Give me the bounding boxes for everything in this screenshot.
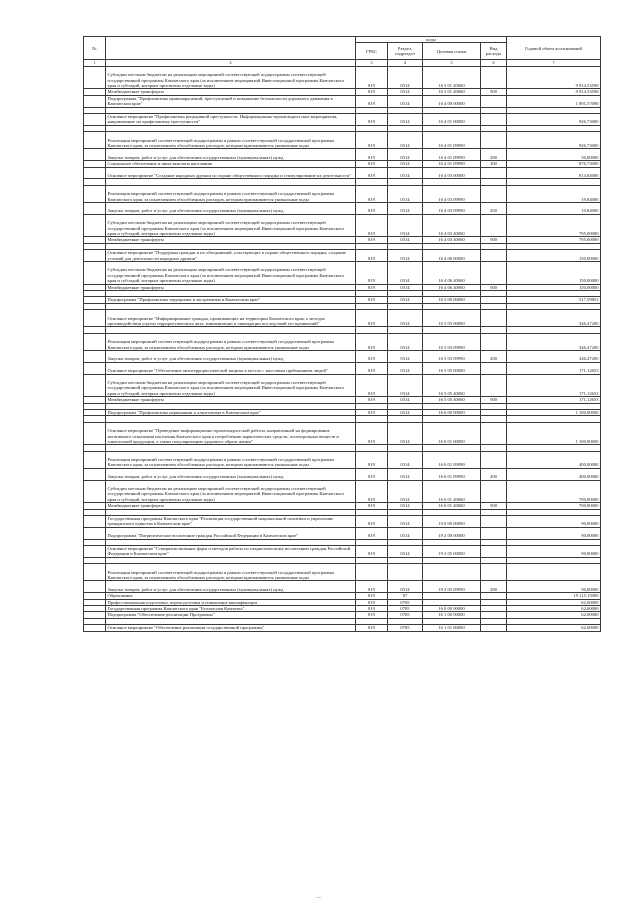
row-section-cell: 0314 [388,161,423,167]
row-section-cell: 0314 [388,374,423,397]
row-expense-type-cell [481,310,507,327]
table-row [84,350,601,362]
table-row [84,310,601,327]
row-expense-type-cell: 200 [481,350,507,362]
row-expense-type-cell [481,214,507,237]
row-grbs-cell: 819 [356,625,388,631]
row-target-article-cell: 16 5 05 40060 [423,397,481,403]
row-section-cell: 0314 [388,527,423,539]
row-number-cell [84,114,106,126]
row-grbs-cell: 819 [356,161,388,167]
row-number-cell [84,546,106,558]
row-target-article-cell: 16 5 00 00000 [423,297,481,303]
row-target-article-cell: 19 2 00 00000 [423,527,481,539]
row-section-cell: 0705 [388,625,423,631]
row-section-cell: 0314 [388,284,423,290]
row-target-article-cell: 16 4 06 00000 [423,250,481,262]
row-section-cell: 0705 [388,599,423,605]
row-section-cell: 0314 [388,333,423,350]
row-expense-type-cell [481,66,507,89]
row-number-cell [84,374,106,397]
row-name-cell: Реализация мероприятий соответствующей подпрограммы в рамках соответствующей государственной программы Камчатского края, за исключением обособленных расходов, которым присваиваются уникальные коды [106,132,356,149]
row-sum-cell: 62,00000 [507,625,601,631]
row-name-cell: Подпрограмма "Профилактика терроризма и экстремизма в Камчатском крае" [106,297,356,303]
row-section-cell: 0314 [388,185,423,202]
row-number-cell [84,468,106,480]
row-target-article-cell: 19 0 00 00000 [423,516,481,528]
row-grbs-cell: 819 [356,362,388,374]
row-number-cell [84,167,106,179]
row-expense-type-cell: 500 [481,237,507,243]
row-name-cell: Основное мероприятие "Обеспечение реализации государственной программы" [106,625,356,631]
row-target-article-cell: 16 6 01 09990 [423,451,481,468]
table-row [84,185,601,202]
row-section-cell: 0314 [388,480,423,503]
row-grbs-cell: 819 [356,422,388,445]
row-sum-cell [507,564,601,581]
row-sum-cell: 150,00000 [507,250,601,262]
row-name-cell: Образование [106,593,356,599]
row-grbs-cell: 819 [356,149,388,161]
row-grbs-cell: 819 [356,185,388,202]
table-row [84,167,601,179]
row-sum-cell: 90,00000 [507,581,601,593]
row-target-article-cell: 19 2 05 00000 [423,546,481,558]
row-name-cell: Профессиональная подготовка, переподготовка и повышение квалификации [106,599,356,605]
header-sum: Годовой объем ассигнований [507,37,601,60]
row-expense-type-cell [481,250,507,262]
row-name-cell: Подпрограмма "Профилактика правонарушений, преступлений и повышение безопасности дорожного движения в Камчатском крае" [106,95,356,107]
row-expense-type-cell [481,167,507,179]
row-sum-cell: 90,00000 [507,516,601,528]
header-codes-row [84,37,601,43]
row-expense-type-cell [481,132,507,149]
row-section-cell: 0314 [388,503,423,509]
row-expense-type-cell [481,527,507,539]
table-row [84,527,601,539]
row-expense-type-cell [481,362,507,374]
row-name-cell: Субсидии местным бюджетам на реализацию мероприятий соответствующей подпрограммы соответствующей государственной программы Камчатского края (за исключением мероприятий Инвестиционной программы Камчатского края и субсидий, которым присвоены отдельные коды) [106,261,356,284]
row-target-article-cell: 16 4 03 00000 [423,167,481,179]
table-row [84,480,601,503]
row-target-article-cell: 16 4 01 09990 [423,132,481,149]
row-sum-cell: 19,84000 [507,185,601,202]
row-grbs-cell: 819 [356,606,388,612]
row-target-article-cell: 16 4 00 00000 [423,95,481,107]
row-name-cell: Основное мероприятие "Информирование граждан, проживающих на территории Камчатского края, о методах противодействия угрозы террористического акта, минимизации и ликвидации последствий его проявлений" [106,310,356,327]
row-section-cell: 0314 [388,114,423,126]
header-target-article: Целевая статья [423,43,481,60]
row-number-cell [84,132,106,149]
row-target-article-cell: 16 4 06 40060 [423,284,481,290]
row-number-cell [84,261,106,284]
row-target-article-cell: 16 4 03 09990 [423,202,481,214]
row-name-cell: Субсидии местным бюджетам на реализацию мероприятий соответствующей подпрограммы соответствующей государственной программы Камчатского края (за исключением мероприятий Инвестиционной программы Камчатского края и субсидий, которым присвоены отдельные коды) [106,214,356,237]
row-grbs-cell: 819 [356,397,388,403]
row-section-cell: 0705 [388,612,423,618]
row-name-cell: Основное мероприятие "Обеспечение антитеррористической защиты в местах с массовым пребыванием людей" [106,362,356,374]
row-name-cell: Подпрограмма "Обеспечение реализации Программы" [106,612,356,618]
row-section-cell: 0314 [388,310,423,327]
table-row [84,546,601,558]
row-name-cell: Основное мероприятие "Проведение информационно-пропагандистской работы, направленной на формирование негативного отношения населения Камчатского края к потреблению наркотических средств, психотропных веществ и алкогольной продукции, а также популяризацию здорового образа жизни" [106,422,356,445]
row-sum-cell: 1 100,00000 [507,409,601,415]
row-expense-type-cell [481,261,507,284]
row-name-cell: Межбюджетные трансферты [106,397,356,403]
row-expense-type-cell: 200 [481,202,507,214]
row-section-cell [388,564,423,581]
row-grbs-cell: 819 [356,333,388,350]
index-cell: 5 [423,60,481,66]
row-expense-type-cell [481,333,507,350]
row-sum-cell: 171,12653 [507,397,601,403]
row-section-cell: 0314 [388,546,423,558]
row-sum-cell: 171,12653 [507,374,601,397]
row-section-cell: 0314 [388,214,423,237]
row-section-cell: 0314 [388,202,423,214]
row-section-cell: 0314 [388,132,423,149]
row-section-cell: 0314 [388,167,423,179]
row-expense-type-cell [481,114,507,126]
row-target-article-cell: 16 4 01 00000 [423,114,481,126]
row-target-article-cell: 16 3 01 40060 [423,89,481,95]
page-mark: — [316,896,321,901]
row-sum-cell: 795,00000 [507,237,601,243]
row-name-cell: Основное мероприятие "Профилактика рецидивной преступности. Информационно-пропагандистские мероприятия, направленные на профилактику преступности" [106,114,356,126]
row-number-cell [84,214,106,237]
row-target-article-cell: 16 6 00 00000 [423,409,481,415]
row-name-cell: Закупка товаров, работ и услуг для обеспечения государственных (муниципальных) нужд [106,350,356,362]
row-sum-cell: 700,00000 [507,480,601,503]
table-row [84,422,601,445]
row-section-cell: 0314 [388,261,423,284]
row-name-cell: Основное мероприятие "Поддержка граждан и их объединений, участвующих в охране общественного порядка, создание условий для деятельности народных дружин" [106,250,356,262]
header-number: № [84,37,106,60]
row-name-cell: Межбюджетные трансферты [106,89,356,95]
row-expense-type-cell [481,546,507,558]
row-grbs-cell: 819 [356,297,388,303]
row-grbs-cell: 819 [356,89,388,95]
row-section-cell: 0314 [388,468,423,480]
row-target-article-cell: 16 5 05 40060 [423,374,481,397]
row-sum-cell: 400,00000 [507,468,601,480]
row-number-cell [84,333,106,350]
row-target-article-cell: 16 1 01 00000 [423,625,481,631]
row-name-cell: Подпрограмма "Патриотическое воспитание граждан Российской Федерации в Камчатском крае" [106,527,356,539]
row-sum-cell: 62,00000 [507,612,601,618]
index-cell: 7 [507,60,601,66]
row-section-cell: 0314 [388,95,423,107]
row-grbs-cell: 819 [356,95,388,107]
table-row [84,132,601,149]
row-number-cell [84,66,106,89]
row-sum-cell: 346,47200 [507,350,601,362]
row-section-cell: 0314 [388,451,423,468]
row-target-article-cell: 16 4 03 40060 [423,237,481,243]
row-grbs-cell: 819 [356,237,388,243]
table-row [84,564,601,581]
row-grbs-cell: 819 [356,66,388,89]
row-section-cell: 0314 [388,362,423,374]
row-grbs-cell: 819 [356,581,388,593]
row-number-cell [84,250,106,262]
row-sum-cell: 90,00000 [507,527,601,539]
table-row [84,468,601,480]
row-expense-type-cell [481,625,507,631]
row-target-article-cell: 16 4 01 09990 [423,161,481,167]
row-number-cell [84,310,106,327]
row-name-cell: Реализация мероприятий соответствующей подпрограммы в рамках соответствующей государственной программы Камчатского края, за исключением обособленных расходов, которым присваиваются уникальные коды [106,185,356,202]
row-section-cell: 0314 [388,297,423,303]
row-sum-cell: 1 891,57090 [507,95,601,107]
row-sum-cell: 62,00000 [507,606,601,612]
table-row [84,66,601,89]
row-grbs-cell: 819 [356,114,388,126]
row-section-cell: 0314 [388,237,423,243]
table-row [84,214,601,237]
row-target-article-cell: 16 5 03 09990 [423,333,481,350]
row-expense-type-cell [481,185,507,202]
row-grbs-cell: 819 [356,468,388,480]
row-section-cell: 0314 [388,250,423,262]
row-target-article-cell: 16 4 03 40060 [423,214,481,237]
row-sum-cell: 62,00000 [507,599,601,605]
row-name-cell: Межбюджетные трансферты [106,503,356,509]
row-number-cell [84,149,106,161]
row-number-cell [84,625,106,631]
row-target-article-cell [423,564,481,581]
budget-table-body [84,66,601,631]
row-grbs-cell: 819 [356,202,388,214]
row-target-article-cell: 16 4 06 40060 [423,261,481,284]
row-target-article-cell: 16 6 01 09990 [423,468,481,480]
row-sum-cell: 346,47200 [507,310,601,327]
index-cell: 6 [481,60,507,66]
row-number-cell [84,185,106,202]
row-target-article-cell: 16 5 03 09990 [423,350,481,362]
row-sum-cell: 346,47200 [507,333,601,350]
row-name-cell: Субсидии местным бюджетам на реализацию мероприятий соответствующей подпрограммы соответствующей государственной программы Камчатского края (за исключением мероприятий Инвестиционной программы Камчатского края и субсидий, которым присвоены отдельные коды) [106,374,356,397]
row-sum-cell: 9 914,53590 [507,89,601,95]
row-section-cell: 0314 [388,397,423,403]
row-target-article-cell: 16 1 00 00000 [423,612,481,618]
row-target-article-cell: 16 5 03 00000 [423,310,481,327]
row-number-cell [84,95,106,107]
row-name-cell: Основное мероприятие "Совершенствование форм и методов работы по патриотическому воспитанию граждан Российской Федерации в Камчатском крае" [106,546,356,558]
row-sum-cell: 700,00000 [507,503,601,509]
row-expense-type-cell [481,516,507,528]
row-name-cell: Государственная программа Камчатского края "Реализация государственной национальной политики и укрепление гражданского единства в Камчатском крае" [106,516,356,528]
row-grbs-cell: 819 [356,503,388,509]
row-grbs-cell: 819 [356,593,388,599]
row-target-article-cell: 16 6 01 40060 [423,503,481,509]
row-expense-type-cell: 500 [481,503,507,509]
row-number-cell [84,564,106,581]
table-row [84,333,601,350]
row-grbs-cell: 819 [356,612,388,618]
row-section-cell: 0314 [388,422,423,445]
row-number-cell [84,202,106,214]
row-grbs-cell [356,564,388,581]
row-section-cell: 0314 [388,516,423,528]
row-grbs-cell: 819 [356,409,388,415]
row-name-cell: Реализация мероприятий соответствующей подпрограммы в рамках соответствующей государственной программы Камчатского края, за исключением обособленных расходов, которым присваиваются уникальные коды [106,564,356,581]
row-name-cell: Межбюджетные трансферты [106,284,356,290]
row-grbs-cell: 819 [356,310,388,327]
header-section: Раздел, подраздел [388,43,423,60]
row-number-cell [84,350,106,362]
row-sum-cell: 517,59853 [507,297,601,303]
row-sum-cell: 814,84000 [507,167,601,179]
table-row [84,250,601,262]
table-row [84,95,601,107]
index-cell: 2 [106,60,356,66]
row-name-cell: Закупка товаров, работ и услуг для обеспечения государственных (муниципальных) нужд [106,581,356,593]
row-sum-cell: 150,00000 [507,261,601,284]
row-section-cell: 0314 [388,149,423,161]
index-cell: 1 [84,60,106,66]
row-number-cell [84,422,106,445]
row-expense-type-cell: 500 [481,89,507,95]
index-cell: 3 [356,60,388,66]
row-sum-cell: 19,84000 [507,202,601,214]
row-grbs-cell: 819 [356,132,388,149]
row-section-cell: 0314 [388,409,423,415]
row-sum-cell: 50,00000 [507,149,601,161]
row-expense-type-cell [481,451,507,468]
row-target-article-cell: 16 4 03 09990 [423,185,481,202]
row-sum-cell: 90,00000 [507,546,601,558]
row-sum-cell: 400,00000 [507,451,601,468]
row-grbs-cell: 819 [356,167,388,179]
row-number-cell [84,362,106,374]
row-grbs-cell: 819 [356,350,388,362]
row-grbs-cell: 819 [356,214,388,237]
row-expense-type-cell [481,480,507,503]
row-name-cell: Закупка товаров, работ и услуг для обеспечения государственных (муниципальных) нужд [106,149,356,161]
row-name-cell: Подпрограмма "Профилактика наркомании и алкоголизма в Камчатском крае" [106,409,356,415]
row-grbs-cell: 819 [356,546,388,558]
table-row [84,362,601,374]
table-row [84,581,601,593]
row-section-cell: 0314 [388,350,423,362]
row-grbs-cell: 819 [356,599,388,605]
budget-table-sheet [83,36,600,632]
row-sum-cell: 19 115,15900 [507,593,601,599]
row-name-cell: Закупка товаров, работ и услуг для обеспечения государственных (муниципальных) нужд [106,468,356,480]
row-grbs-cell: 819 [356,250,388,262]
row-grbs-cell: 819 [356,480,388,503]
row-target-article-cell: 16 6 01 00000 [423,422,481,445]
index-cell: 4 [388,60,423,66]
row-section-cell: 0705 [388,606,423,612]
row-expense-type-cell [481,95,507,107]
row-sum-cell: 926,73000 [507,114,601,126]
row-section-cell: 07 [388,593,423,599]
row-name-cell: Субсидии местным бюджетам на реализацию мероприятий соответствующей подпрограммы соответствующей государственной программы Камчатского края (за исключением мероприятий Инвестиционной программы Камчатского края и субсидий, которым присвоены отдельные коды) [106,480,356,503]
table-row [84,149,601,161]
row-section-cell: 0314 [388,66,423,89]
row-sum-cell: 171,12653 [507,362,601,374]
row-grbs-cell: 819 [356,516,388,528]
row-grbs-cell: 819 [356,527,388,539]
row-sum-cell: 150,00000 [507,284,601,290]
row-sum-cell: 795,00000 [507,214,601,237]
row-name-cell: Межбюджетные трансферты [106,237,356,243]
header-grbs: ГРБС [356,43,388,60]
row-name-cell: Субсидии местным бюджетам на реализацию мероприятий соответствующей подпрограммы соответствующей государственной программы Камчатского края (за исключением мероприятий Инвестиционной программы Камчатского края и субсидий, которым присвоены отдельные коды) [106,66,356,89]
row-sum-cell: 1 100,00000 [507,422,601,445]
row-sum-cell: 9 914,53590 [507,66,601,89]
row-number-cell [84,527,106,539]
header-name [106,37,356,60]
row-expense-type-cell: 300 [481,161,507,167]
row-target-article-cell: 16 3 01 40060 [423,66,481,89]
row-number-cell [84,451,106,468]
row-grbs-cell: 819 [356,284,388,290]
row-target-article-cell: 16 4 01 09990 [423,149,481,161]
row-name-cell: Социальное обеспечение и иные выплаты населению [106,161,356,167]
row-expense-type-cell: 500 [481,397,507,403]
row-grbs-cell: 819 [356,374,388,397]
row-number-cell [84,581,106,593]
row-target-article-cell: 19 2 05 09990 [423,581,481,593]
table-row [84,114,601,126]
row-name-cell: Государственная программа Камчатского края "Безопасная Камчатка" [106,606,356,612]
table-row [84,202,601,214]
row-expense-type-cell: 200 [481,468,507,480]
row-expense-type-cell: 500 [481,284,507,290]
budget-table [83,36,601,632]
table-row [84,516,601,528]
row-section-cell: 0314 [388,581,423,593]
row-target-article-cell: 16 5 05 00000 [423,362,481,374]
row-section-cell: 0314 [388,89,423,95]
row-sum-cell: 926,73000 [507,132,601,149]
table-row [84,625,601,631]
row-expense-type-cell [481,564,507,581]
row-grbs-cell: 819 [356,261,388,284]
table-row [84,451,601,468]
table-row [84,261,601,284]
row-name-cell: Закупка товаров, работ и услуг для обеспечения государственных (муниципальных) нужд [106,202,356,214]
row-number-cell [84,480,106,503]
row-expense-type-cell: 200 [481,581,507,593]
row-expense-type-cell [481,374,507,397]
table-row [84,374,601,397]
row-target-article-cell: 16 6 01 40060 [423,480,481,503]
row-name-cell: Реализация мероприятий соответствующей подпрограммы в рамках соответствующей государственной программы Камчатского края, за исключением обособленных расходов, которым присваиваются уникальные коды [106,451,356,468]
row-sum-cell: 876,73000 [507,161,601,167]
row-expense-type-cell [481,422,507,445]
row-expense-type-cell: 200 [481,149,507,161]
header-expense-type: Вид расхода [481,43,507,60]
header-codes: коды [356,37,507,43]
row-name-cell: Реализация мероприятий соответствующей подпрограммы в рамках соответствующей государственной программы Камчатского края, за исключением обособленных расходов, которым присваиваются уникальные коды [106,333,356,350]
row-target-article-cell: 16 0 00 00000 [423,606,481,612]
row-number-cell [84,516,106,528]
row-name-cell: Основное мероприятие "Создание народных дружин по охране общественного порядка и стимулирование их деятельности" [106,167,356,179]
row-grbs-cell: 819 [356,451,388,468]
